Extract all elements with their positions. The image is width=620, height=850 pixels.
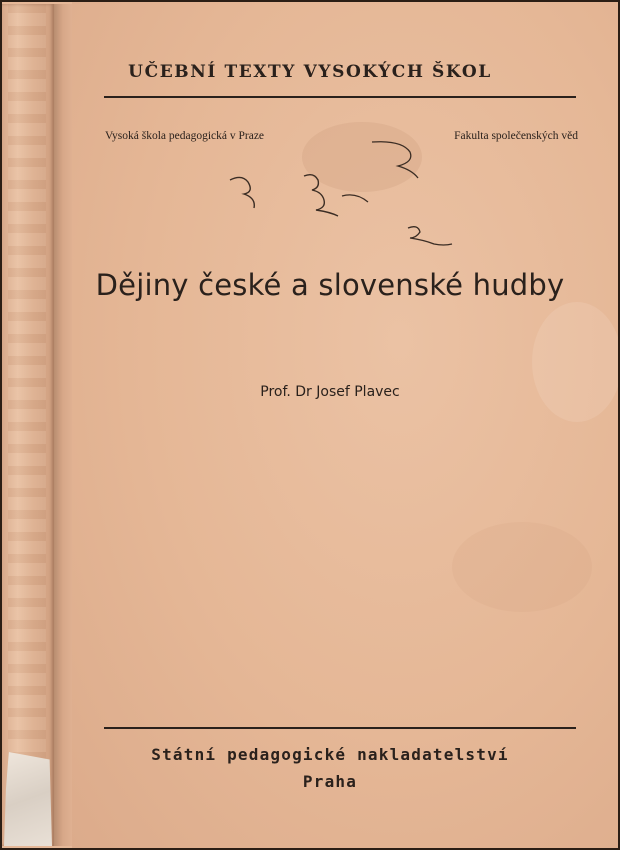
front-cover bbox=[72, 2, 618, 848]
institution-name: Vysoká škola pedagogická v Praze bbox=[105, 130, 265, 142]
series-title: UČEBNÍ TEXTY VYSOKÝCH ŠKOL bbox=[128, 62, 492, 82]
publisher-city: Praha bbox=[302, 772, 358, 791]
stain-mark bbox=[452, 522, 592, 612]
book-title: Dějiny české a slovenské hudby bbox=[95, 268, 565, 302]
book-spine bbox=[2, 4, 54, 846]
publisher-name: Státní pedagogické nakladatelství bbox=[151, 745, 509, 764]
bottom-divider bbox=[104, 727, 576, 729]
pencil-scribble bbox=[222, 132, 482, 262]
stain-mark bbox=[532, 302, 620, 422]
author-name: Prof. Dr Josef Plavec bbox=[260, 384, 400, 400]
top-divider bbox=[104, 96, 576, 98]
torn-spine-corner bbox=[4, 752, 52, 846]
faculty-name: Fakulta společenských věd bbox=[454, 130, 578, 142]
